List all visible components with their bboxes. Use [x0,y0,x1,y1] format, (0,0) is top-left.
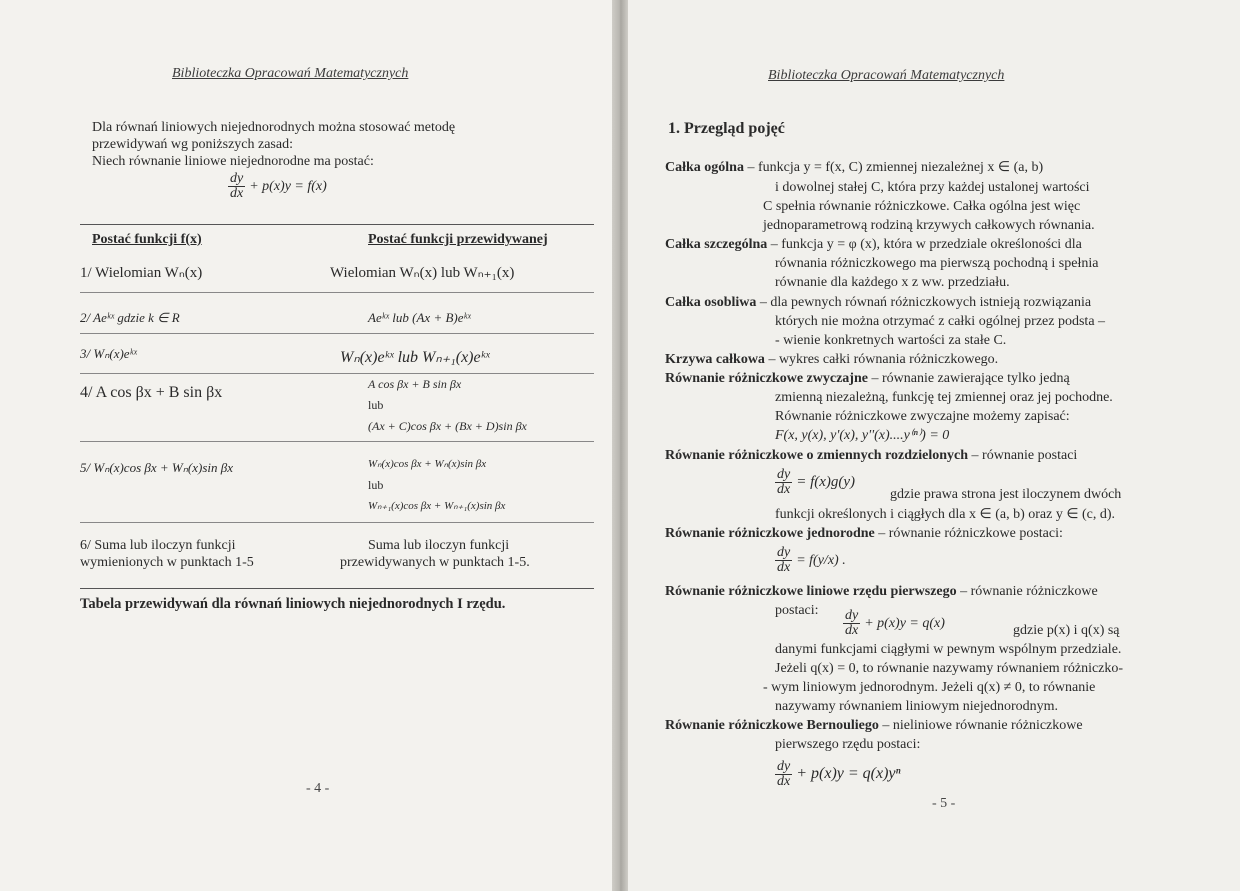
table-row-2-col2: Aeᵏˣ lub (Ax + B)eᵏˣ [368,310,471,325]
equation-rest: = f(x)g(y) [796,474,856,491]
term-integral-curve: Krzywa całkowa [665,352,765,367]
fraction-denominator: dx [777,560,791,575]
book-gutter [612,0,628,891]
fraction-numerator: dy [230,171,244,186]
linear-equation [843,609,945,638]
table-caption: Tabela przewidywań dla równań liniowych niejednorodnych I rzędu. [80,596,506,612]
definition-line [665,352,998,368]
table-row-6-col2-line2: przewidywanych w punktach 1-5. [340,555,530,570]
equation-rest: + p(x)y = q(x)yⁿ [796,765,901,783]
definition-text: – wykres całki równania różniczkowego. [764,352,999,367]
table-row-1-col2: Wielomian Wₙ(x) lub Wₙ₊₁(x) [330,265,515,281]
term-homogeneous-de: Równanie różniczkowe jednorodne [665,526,875,541]
definition-text: – funkcja y = f(x, C) zmiennej niezależnej x ∈ (a, b) [743,160,1044,175]
definition-line [665,526,1063,542]
fraction-numerator: dy [777,759,791,774]
general-form-equation: F(x, y(x), y'(x), y''(x)....y⁽ⁿ⁾) = 0 [775,428,950,443]
table-row-3-col2: Wₙ(x)eᵏˣ lub Wₙ₊₁(x)eᵏˣ [340,349,490,366]
fraction-denominator: dx [230,186,244,201]
definition-text: – równanie różniczkowe [956,584,1098,599]
table-header-col1: Postać funkcji f(x) [92,232,202,247]
table-row-rule [80,441,594,442]
definition-line: Równanie różniczkowe zwyczajne możemy zapisać: [775,409,1070,424]
page-number-left: - 4 - [306,781,330,796]
equation-fraction [228,172,245,201]
term-linear-first-order-de: Równanie różniczkowe liniowe rzędu pierwszego [665,584,957,599]
equation-rest: + p(x)y = f(x) [249,179,327,195]
definition-text: – nieliniowe równanie różniczkowe [878,718,1083,733]
page-number-right: - 5 - [932,796,956,811]
table-header-col2: Postać funkcji przewidywanej [368,232,548,247]
table-row-rule [80,522,594,523]
table-row-5-col2-line3: Wₙ₊₁(x)cos βx + Wₙ₊₁(x)sin βx [368,500,506,512]
definition-line: C spełnia równanie różniczkowe. Całka ogólna jest więc [763,199,1081,214]
definition-line [665,371,1070,387]
table-row-2-col1: 2/ Aeᵏˣ gdzie k ∈ R [80,310,180,325]
definition-text: – równanie zawierające tylko jedną [867,371,1070,386]
definition-line: równania różniczkowego ma pierwszą pochodną i spełnia [775,256,1099,271]
fraction-numerator: dy [777,545,791,560]
term-singular-integral: Całka osobliwa [665,295,757,310]
definition-line [665,160,1043,176]
definition-line [665,295,1091,311]
table-row-1-col1: 1/ Wielomian Wₙ(x) [80,265,203,281]
table-row-6-col1-line2: wymienionych w punktach 1-5 [80,555,254,570]
term-ordinary-de: Równanie różniczkowe zwyczajne [665,371,868,386]
intro-line-3: Niech równanie liniowe niejednorodne ma postać: [92,154,374,169]
fraction-denominator: dx [845,623,859,638]
definition-line [665,584,1098,600]
table-row-4-col1: 4/ A cos βx + B sin βx [80,384,223,401]
term-bernoulli-de: Równanie różniczkowe Bernouliego [665,718,879,733]
table-row-5-col1: 5/ Wₙ(x)cos βx + Wₙ(x)sin βx [80,460,233,475]
table-row-rule [80,333,594,334]
section-title: 1. Przegląd pojęć [668,120,785,137]
definition-line: danymi funkcjami ciągłymi w pewnym wspólnym przedziale. [775,642,1122,657]
term-general-integral: Całka ogólna [665,160,744,175]
definition-line: gdzie p(x) i q(x) są [1013,623,1120,638]
term-separable-de: Równanie różniczkowe o zmiennych rozdzielonych [665,448,969,463]
definition-line: których nie można otrzymać z całki ogólnej przez podsta – [775,314,1106,329]
table-bottom-rule [80,588,594,589]
homogeneous-equation [775,546,846,575]
equation-fraction [775,468,792,497]
equation-fraction [775,546,792,575]
table-row-4-col2-line3: (Ax + C)cos βx + (Bx + D)sin βx [368,419,527,433]
definition-line: - wienie konkretnych wartości za stałe C. [775,333,1007,348]
separable-equation [775,468,855,497]
fraction-numerator: dy [777,467,791,482]
intro-line-1: Dla równań liniowych niejednorodnych można stosować metodę [92,120,456,135]
fraction-denominator: dx [777,482,791,497]
definition-line: nazywamy równaniem liniowym niejednorodnym. [775,699,1059,714]
definition-line: Jeżeli q(x) = 0, to równanie nazywamy równaniem różniczko- [775,661,1124,676]
definition-text: – równanie różniczkowe postaci: [874,526,1063,541]
definition-line: jednoparametrową rodziną krzywych całkowych równania. [763,218,1095,233]
table-row-4-col2-line2: lub [368,398,384,412]
definition-text: – funkcja y = φ (x), która w przedziale określoności dla [767,237,1082,252]
intro-line-2: przewidywań wg poniższych zasad: [92,137,293,152]
definition-line: postaci: [775,603,819,618]
definition-text: – dla pewnych równań różniczkowych istnieją rozwiązania [756,295,1092,310]
definition-line [665,718,1083,734]
left-page [0,0,612,891]
page-header: Biblioteczka Opracowań Matematycznych [768,68,1005,83]
equation-fraction [843,609,860,638]
page-header: Biblioteczka Opracowań Matematycznych [172,66,409,81]
table-row-6-col1-line1: 6/ Suma lub iloczyn funkcji [80,538,236,553]
definition-line: funkcji określonych i ciągłych dla x ∈ (a, b) oraz y ∈ (c, d). [775,507,1116,522]
definition-line: gdzie prawa strona jest iloczynem dwóch [890,487,1122,502]
equation-rest: + p(x)y = q(x) [864,616,945,632]
definition-text: – równanie postaci [968,448,1078,463]
definition-line: i dowolnej stałej C, która przy każdej ustalonej wartości [775,180,1090,195]
bernoulli-equation [775,760,901,789]
equation-rest: = f(y/x) . [796,553,846,569]
table-row-5-col2-line1: Wₙ(x)cos βx + Wₙ(x)sin βx [368,458,487,470]
definition-line: pierwszego rzędu postaci: [775,737,921,752]
table-row-3-col1: 3/ Wₙ(x)eᵏˣ [80,346,137,361]
fraction-numerator: dy [845,608,859,623]
table-row-4-col2-line1: A cos βx + B sin βx [368,377,462,391]
definition-line [665,237,1082,253]
fraction-denominator: dx [777,774,791,789]
main-equation [228,172,327,201]
table-row-rule [80,292,594,293]
right-page [628,0,1240,891]
table-row-6-col2-line1: Suma lub iloczyn funkcji [368,538,510,553]
definition-line: zmienną niezależną, funkcję tej zmiennej oraz jej pochodne. [775,390,1113,405]
equation-fraction [775,760,792,789]
table-row-rule [80,373,594,374]
table-row-5-col2-line2: lub [368,478,384,492]
definition-line: równanie dla każdego x z ww. przedziału. [775,275,1010,290]
definition-line: - wym liniowym jednorodnym. Jeżeli q(x) ≠ 0, to równanie [763,680,1096,695]
term-particular-integral: Całka szczególna [665,237,768,252]
table-top-rule [80,224,594,225]
definition-line [665,448,1077,464]
